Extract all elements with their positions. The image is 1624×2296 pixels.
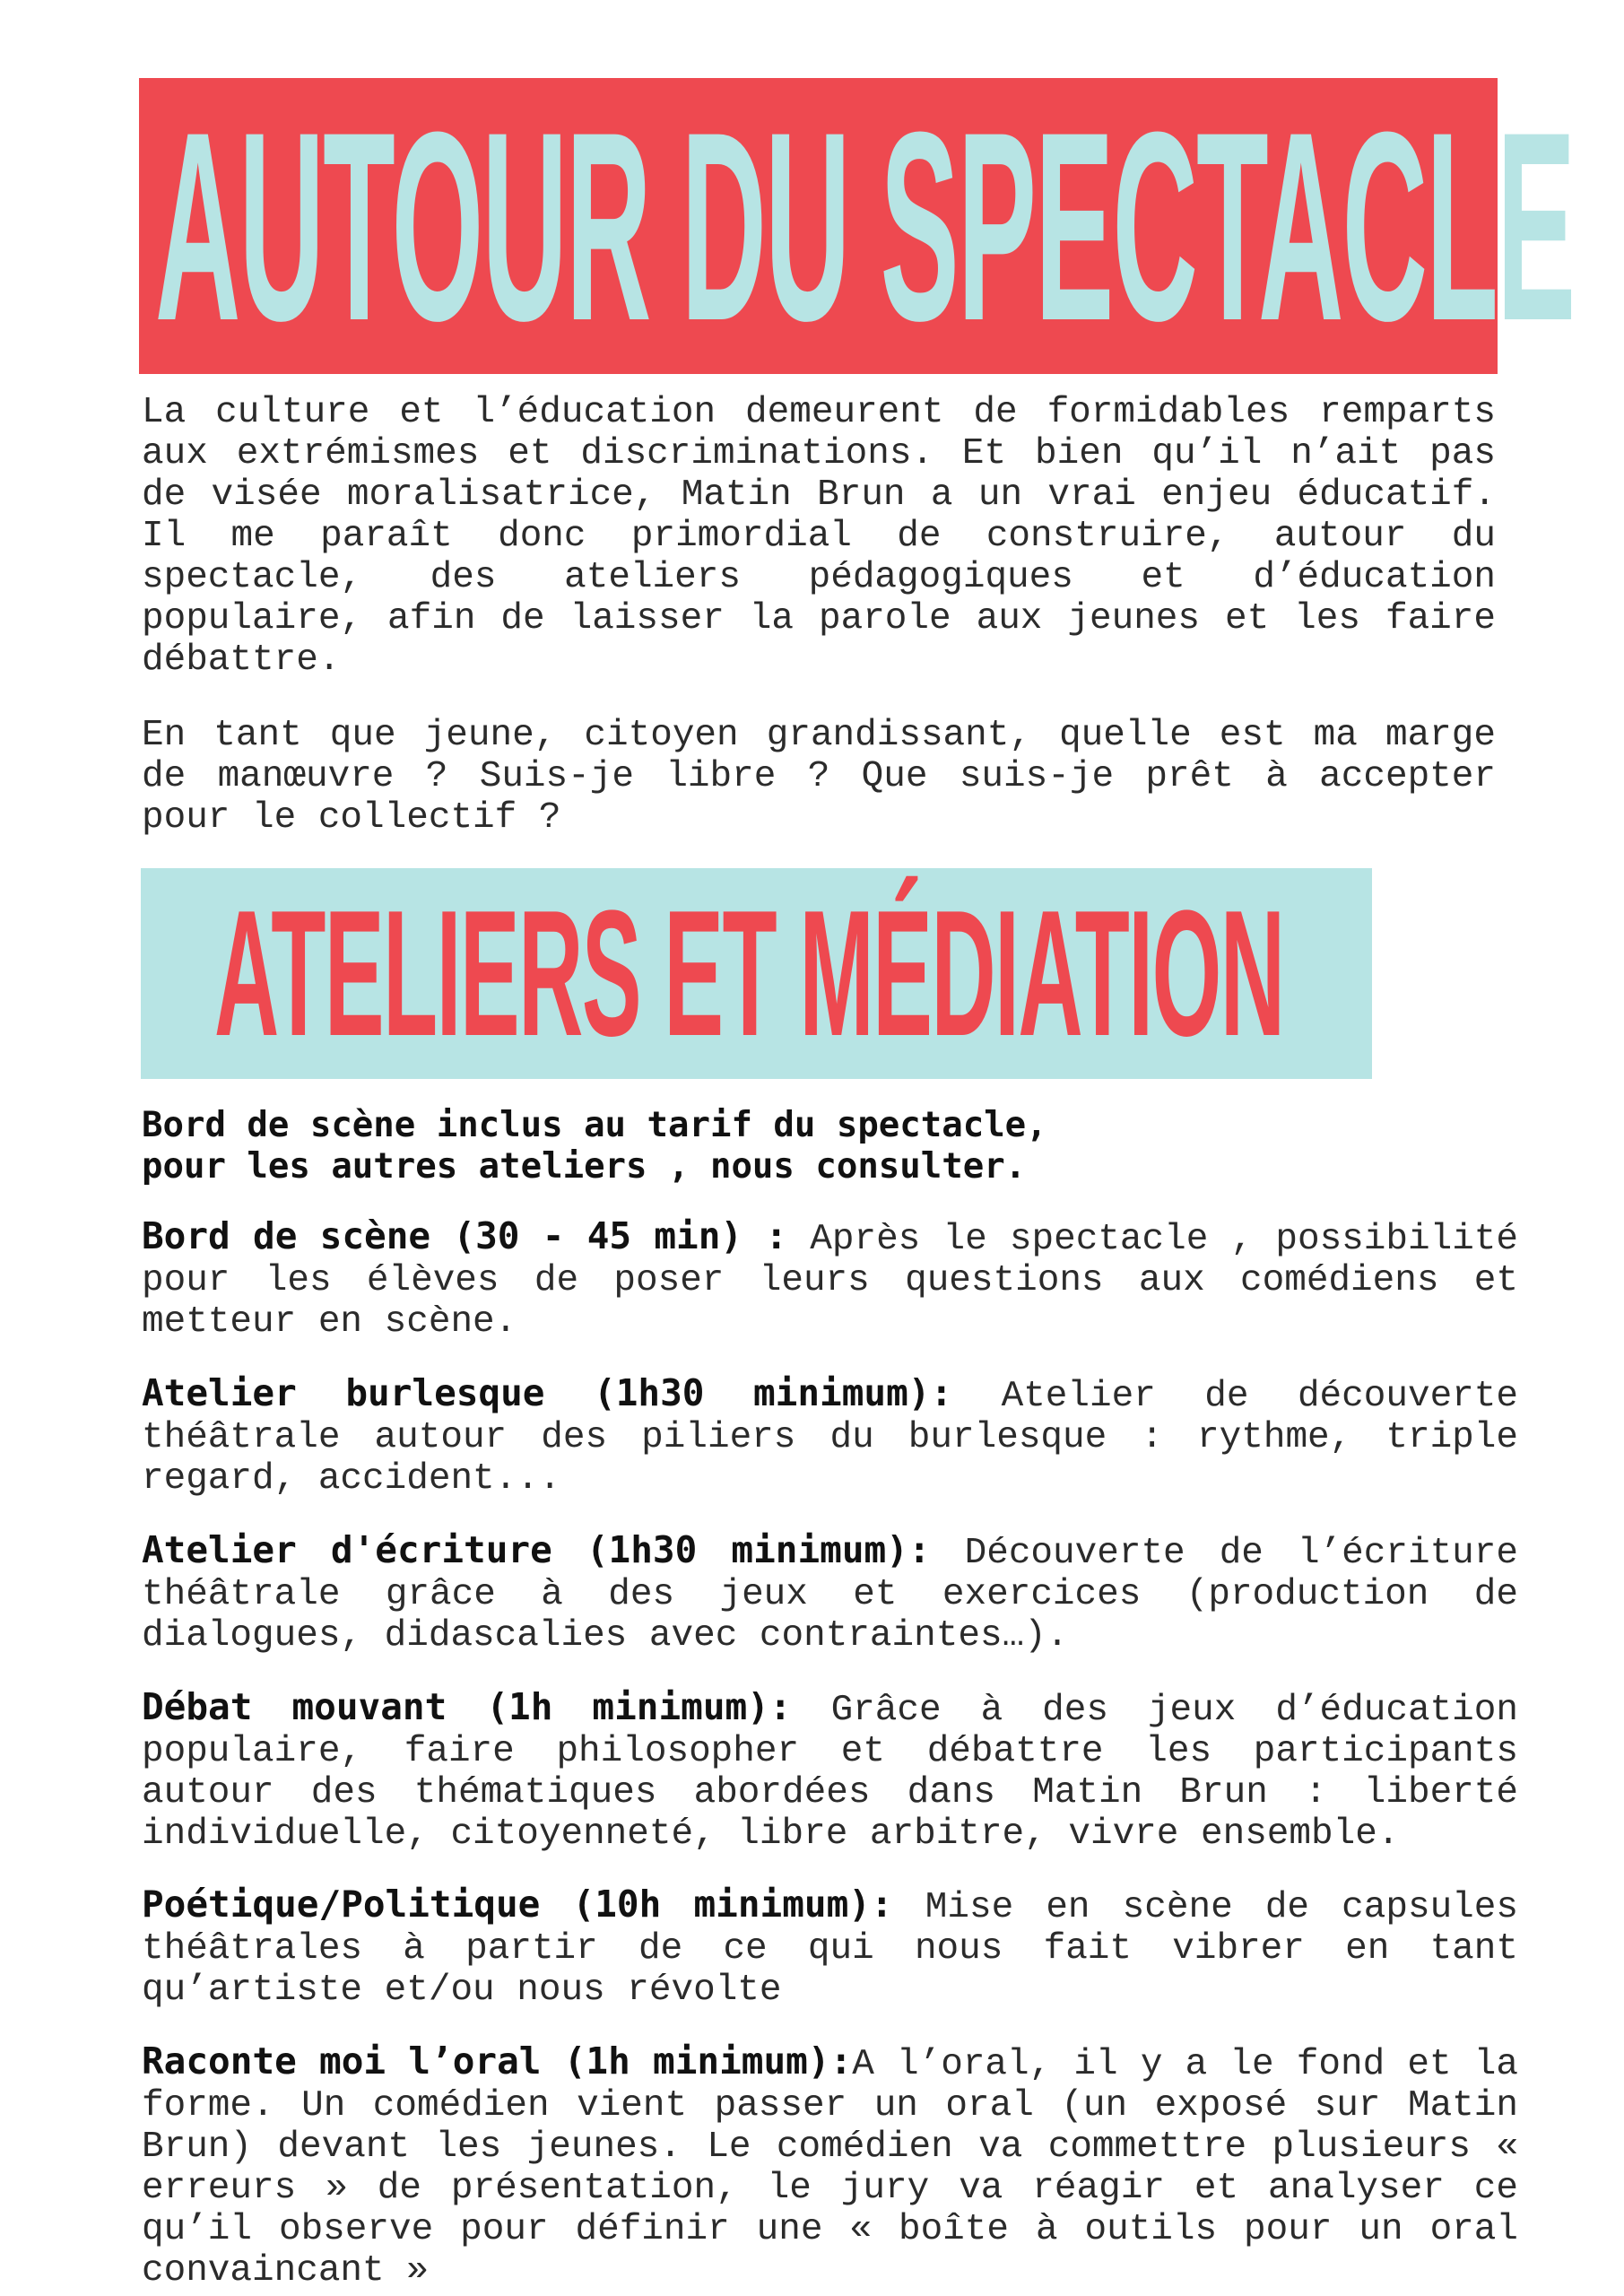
section-lead [142, 1105, 1496, 1187]
page-title: AUTOUR DU SPECTACLE [155, 75, 1575, 377]
atelier-name: Atelier burlesque (1h30 minimum): [142, 1371, 953, 1414]
intro-paragraph-2: En tant que jeune, citoyen grandissant, quelle est ma marge de manœuvre ? Suis-je libre ? Que suis-je prêt à accepter pour le collectif ? [142, 715, 1496, 839]
atelier-name: Raconte moi l’oral (1h minimum): [142, 2039, 853, 2083]
section-lead-line-2: pour les autres ateliers , nous consulter. [142, 1146, 1027, 1187]
section-title: ATELIERS ET MÉDIATION [214, 874, 1284, 1074]
atelier-description: Grâce à des jeux d’éducation populaire, faire philosopher et débattre les participants autour des thématiques abordées dans Matin Brun : liberté individuelle, citoyenneté, libre arbitre, vivre ensemble. [142, 1690, 1518, 1855]
atelier-item [142, 1372, 1518, 1500]
section-lead-line-1: Bord de scène inclus au tarif du spectacle, [142, 1105, 1047, 1145]
atelier-item [142, 1686, 1518, 1855]
atelier-name: Débat mouvant (1h minimum): [142, 1685, 792, 1728]
atelier-name: Poétique/Politique (10h minimum): [142, 1883, 893, 1926]
atelier-item [142, 2040, 1518, 2292]
atelier-description: Découverte de l’écriture théâtrale grâce à des jeux et exercices (production de dialogues, didascalies avec contraintes…). [142, 1533, 1518, 1657]
atelier-description: Mise en scène de capsules théâtrales à partir de ce qui nous fait vibrer en tant qu’artiste et/ou nous révolte [142, 1887, 1518, 2011]
atelier-name: Bord de scène (30 - 45 min) : [142, 1214, 788, 1257]
atelier-description: Atelier de découverte théâtrale autour des piliers du burlesque : rythme, triple regard, accident... [142, 1376, 1518, 1500]
atelier-item [142, 1215, 1518, 1343]
atelier-item [142, 1529, 1518, 1657]
atelier-description: A l’oral, il y a le fond et la forme. Un comédien vient passer un oral (un exposé sur Matin Brun) devant les jeunes. Le comédien va commettre plusieurs « erreurs » de présentation, le jury va réagir et analyser ce qu’il observe pour définir une « boîte à outils pour un oral convaincant » [142, 2044, 1518, 2292]
section-banner [141, 868, 1372, 1079]
atelier-name: Atelier d'écriture (1h30 minimum): [142, 1528, 931, 1571]
intro-paragraph-1: La culture et l’éducation demeurent de formidables remparts aux extrémismes et discriminations. Et bien qu’il n’ait pas de visée moralisatrice, Matin Brun a un vrai enjeu éducatif. Il me paraît donc primordial de construire, autour du spectacle, des ateliers pédagogiques et d’éducation populaire, afin de laisser la parole aux jeunes et les faire débattre. [142, 392, 1496, 681]
atelier-description: Après le spectacle , possibilité pour les élèves de poser leurs questions aux comédiens et metteur en scène. [142, 1219, 1519, 1343]
header-banner [139, 75, 1575, 377]
atelier-item [142, 1883, 1518, 2011]
